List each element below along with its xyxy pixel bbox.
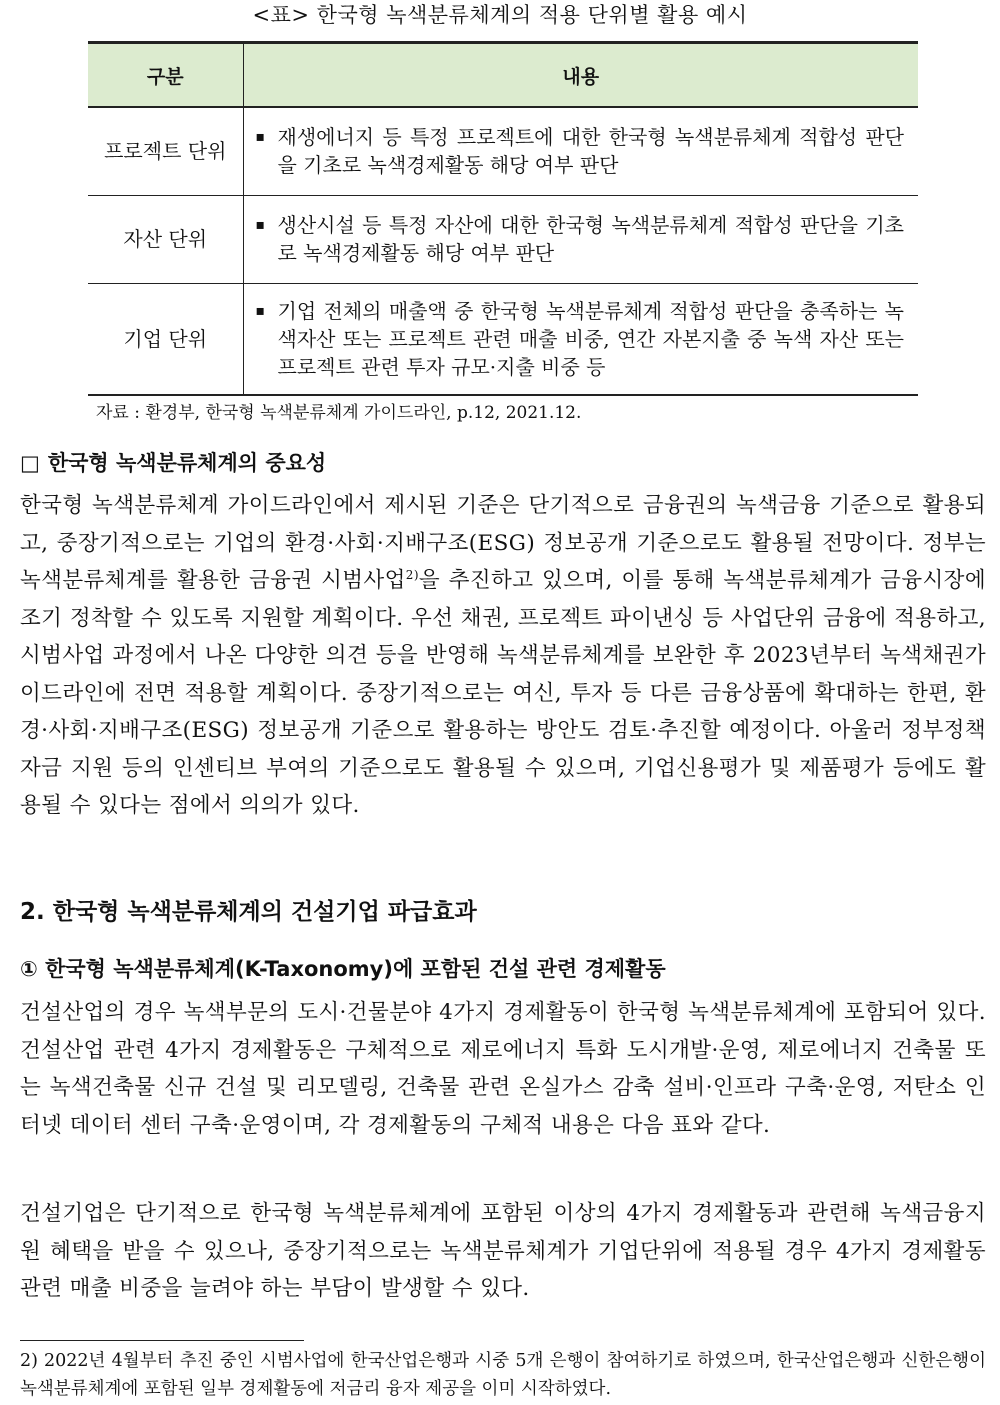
table-cell-category: 프로젝트 단위 xyxy=(88,107,243,195)
section-title: 2. 한국형 녹색분류체계의 건설기업 파급효과 xyxy=(20,899,477,925)
table-cell-content xyxy=(243,107,918,195)
table-header-row xyxy=(88,43,918,108)
table-caption: <표> 한국형 녹색분류체계의 적용 단위별 활용 예시 xyxy=(252,3,748,27)
section-paragraph-2: 건설기업은 단기적으로 한국형 녹색분류체계에 포함된 이상의 4가지 경제활동과 관련해 녹색금융지원 혜택을 받을 수 있으나, 중장기적으로는 녹색분류체계가 기업단위에 적용될 경우 4가지 경제활동 관련 매출 비중을 늘려야 하는 부담이 발생할 수 있다. xyxy=(20,1201,986,1301)
table-row-company xyxy=(88,283,918,395)
table-header-category: 구분 xyxy=(88,43,243,108)
table-cell-category: 기업 단위 xyxy=(88,283,243,395)
table-cell-content xyxy=(243,195,918,283)
bullet-icon: ▪ xyxy=(255,302,265,319)
checkbox-square-icon: □ xyxy=(20,451,40,475)
paragraph-text: 한국형 녹색분류체계 가이드라인에서 제시된 기준은 단기적으로 금융권의 녹색금융 기준으로 활용되고, 중장기적으로는 기업의 환경·사회·지배구조(ESG) 정보공개 기준으로도 활용될 전망이다. 정부는 녹색분류체계를 활용한 금융권 시범사업 xyxy=(20,493,986,593)
section-subtitle: ① 한국형 녹색분류체계(K-Taxonomy)에 포함된 건설 관련 경제활동 xyxy=(20,957,666,981)
footnote-divider xyxy=(20,1340,304,1341)
footnote-ref[interactable]: 2) xyxy=(405,567,419,582)
section-paragraph-1: 건설산업의 경우 녹색부문의 도시·건물분야 4가지 경제활동이 한국형 녹색분류체계에 포함되어 있다. 건설산업 관련 4가지 경제활동은 구체적으로 제로에너지 특화 도시개발·운영, 제로에너지 건축물 또는 녹색건축물 신규 건설 및 리모델링, 건축물 관련 온실가스 감축 설비·인프라 구축·운영, 저탄소 인터넷 데이터 센터 구축·운영이며, 각 경제활동의 구체적 내용은 다음 표와 같다. xyxy=(20,1000,986,1138)
paragraph-text: 을 추진하고 있으며, 이를 통해 녹색분류체계가 금융시장에 조기 정착할 수 있도록 지원할 계획이다. 우선 채권, 프로젝트 파이낸싱 등 사업단위 금융에 적용하고, 시범사업 과정에서 나온 다양한 의견 등을 반영해 녹색분류체계를 보완한 후 2023년부터 녹색채권가이드라인에 전면 적용할 계획이다. 중장기적으로는 여신, 투자 등 다른 금융상품에 확대하는 한편, 환경·사회·지배구조(ESG) 정보공개 기준으로 활용하는 방안도 검토·추진할 예정이다. 아울러 정부정책자금 지원 등의 인센티브 부여의 기준으로도 활용될 수 있으며, 기업신용평가 및 제품평가 등에도 활용될 수 있다는 점에서 의의가 있다. xyxy=(20,568,986,818)
table-header-content: 내용 xyxy=(243,43,918,108)
usage-table xyxy=(88,41,918,396)
table-row-text: 기업 전체의 매출액 중 한국형 녹색분류체계 적합성 판단을 충족하는 녹색자산 또는 프로젝트 관련 매출 비중, 연간 자본지출 중 녹색 자산 또는 프로젝트 관련 투자 규모·지출 비중 등 xyxy=(277,298,904,379)
bullet-icon: ▪ xyxy=(255,129,265,146)
importance-heading-text: 한국형 녹색분류체계의 중요성 xyxy=(47,451,327,475)
table-cell-content xyxy=(243,283,918,395)
table-row-text: 생산시설 등 특정 자산에 대한 한국형 녹색분류체계 적합성 판단을 기초로 녹색경제활동 해당 여부 판단 xyxy=(277,213,904,265)
table-cell-category: 자산 단위 xyxy=(88,195,243,283)
table-source: 자료 : 환경부, 한국형 녹색분류체계 가이드라인, p.12, 2021.12. xyxy=(96,403,582,423)
table-row-project xyxy=(88,107,918,195)
footnote-number: 2) xyxy=(20,1351,38,1371)
bullet-icon: ▪ xyxy=(255,217,265,233)
table-row-text: 재생에너지 등 특정 프로젝트에 대한 한국형 녹색분류체계 적합성 판단을 기초로 녹색경제활동 해당 여부 판단 xyxy=(277,125,904,178)
footnote-text: 2022년 4월부터 추진 중인 시범사업에 한국산업은행과 시중 5개 은행이 참여하기로 하였으며, 한국산업은행과 신한은행이 녹색분류체계에 포함된 일부 경제활동에 저금리 융자 제공을 이미 시작하였다. xyxy=(20,1351,986,1399)
footnote xyxy=(20,1347,986,1403)
importance-paragraph xyxy=(20,487,986,825)
table-row-asset xyxy=(88,195,918,283)
importance-heading xyxy=(20,448,326,478)
